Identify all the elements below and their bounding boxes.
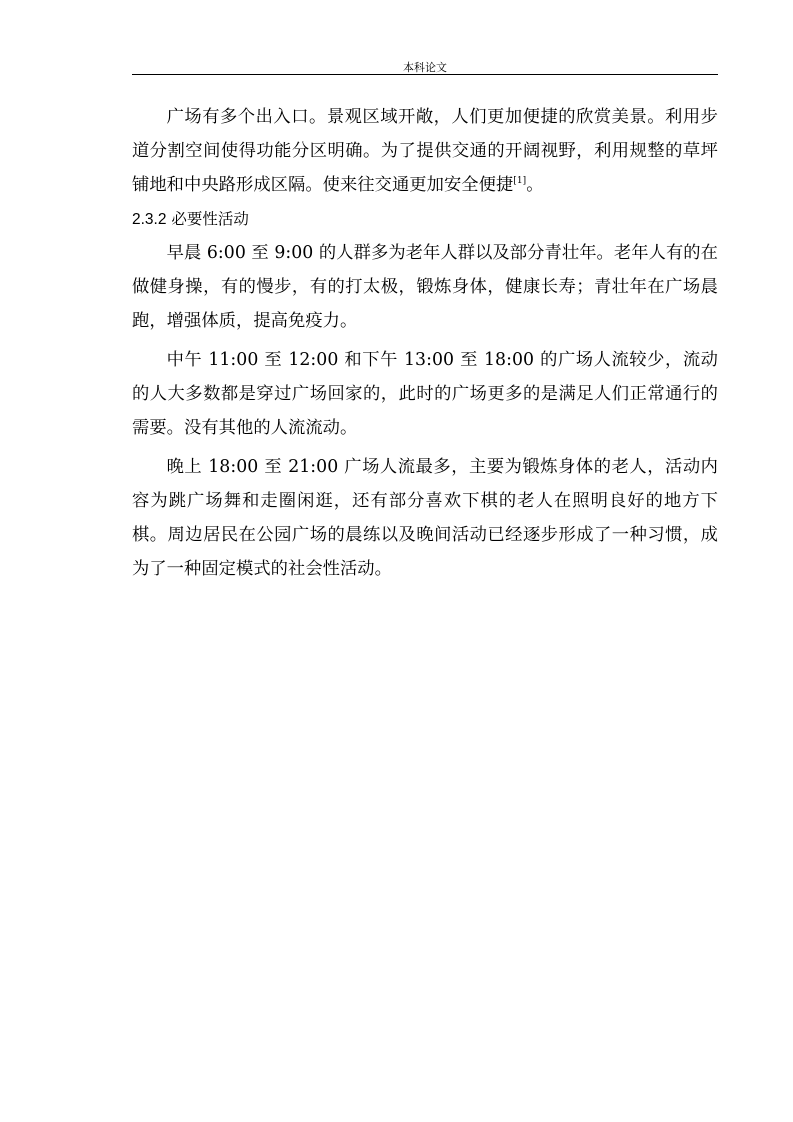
paragraph-morning-activity: 早晨 6:00 至 9:00 的人群多为老年人群以及部分青壮年。老年人有的在做健身操，有的慢步，有的打太极，锻炼身体，健康长寿；青壮年在广场晨跑，增强体质，提高免疫力。: [132, 243, 718, 331]
page-header: [132, 56, 718, 75]
section-heading: [132, 207, 718, 232]
paragraph-noon-activity: 中午 11:00 至 12:00 和下午 13:00 至 18:00 的广场人流较少，流动的人大多数都是穿过广场回家的，此时的广场更多的是满足人们正常通行的需要。没有其他的人流流动。: [132, 350, 718, 438]
header-title: 本科论文: [403, 61, 447, 74]
paragraph-end-punctuation: 。: [526, 175, 544, 195]
section-title: 必要性活动: [171, 210, 249, 228]
page-body: [132, 100, 718, 591]
citation-reference[interactable]: [1]: [513, 176, 527, 187]
paragraph-plaza-entrances: [132, 100, 718, 202]
paragraph-text: 广场有多个出入口。景观区域开敞，人们更加便捷的欣赏美景。利用步道分割空间使得功能分区明确。为了提供交通的开阔视野，利用规整的草坪铺地和中央路形成区隔。使来往交通更加安全便捷: [132, 107, 718, 195]
section-number: 2.3.2: [132, 211, 167, 228]
paragraph-evening-activity: 晚上 18:00 至 21:00 广场人流最多，主要为锻炼身体的老人，活动内容为跳广场舞和走圈闲逛，还有部分喜欢下棋的老人在照明良好的地方下棋。周边居民在公园广场的晨练以及晚间活动已经逐步形成了一种习惯，成为了一种固定模式的社会性活动。: [132, 457, 718, 579]
